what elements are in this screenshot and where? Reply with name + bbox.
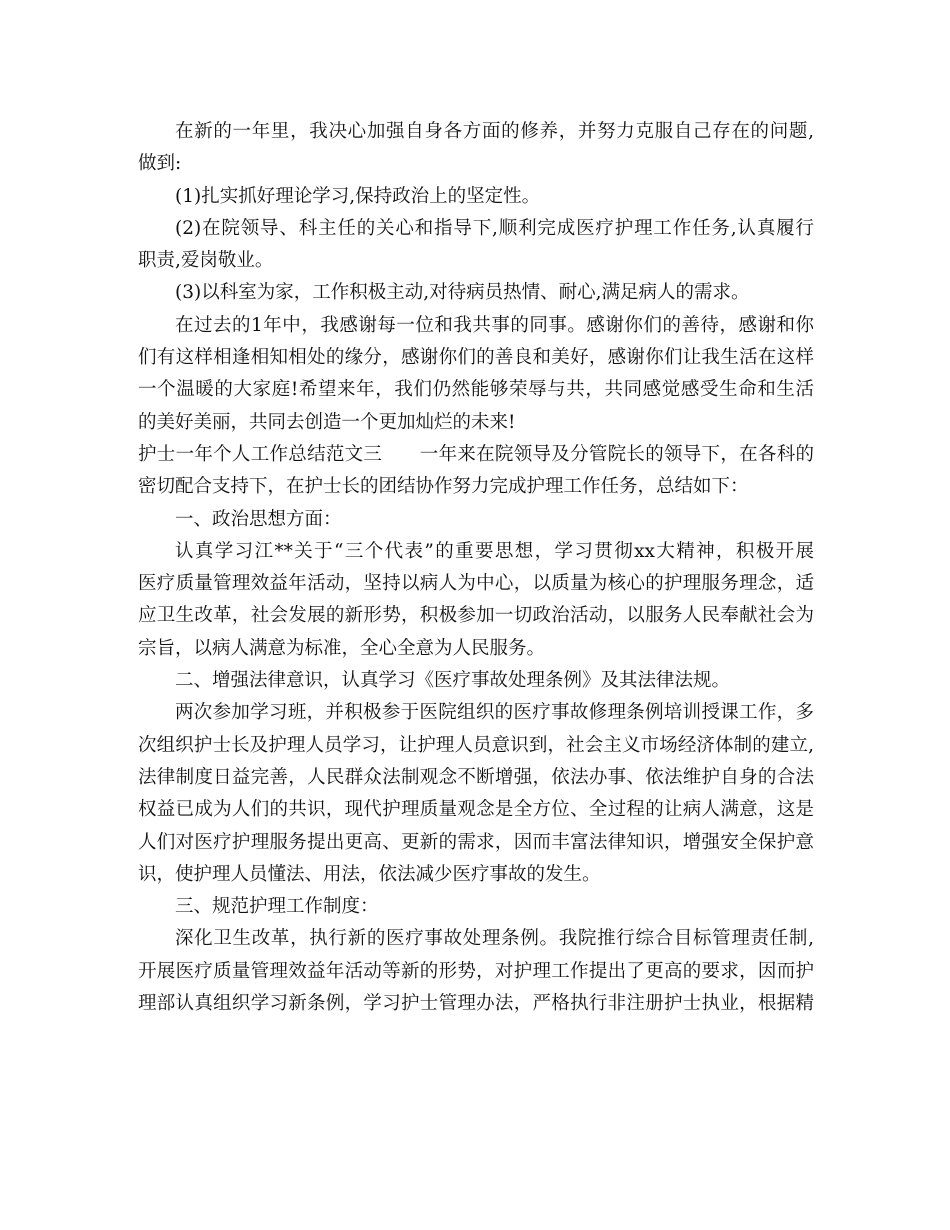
document-body [138, 116, 814, 1020]
text-line: 在新的一年里，我决心加强自身各方面的修养，并努力克服自己存在的问题, [175, 121, 814, 142]
text-line: 密切配合支持下，在护士长的团结协作努力完成护理工作任务，总结如下： [138, 476, 749, 498]
text-line: 认真学习江**关于“三个代表”的重要思想，学习贯彻xx大精神，积极开展 [175, 540, 814, 562]
text-line: 法律制度日益完善，人民群众法制观念不断增强，依法办事、依法维护自身的合法 [138, 766, 814, 788]
text-line: 二、增强法律意识，认真学习《医疗事故处理条例》及其法律法规。 [175, 670, 731, 692]
text-line: 做到: [138, 153, 182, 175]
text-line: (1)扎实抓好理论学习,保持政治上的坚定性。 [175, 185, 541, 207]
text-line: 一个温暖的大家庭!希望来年，我们仍然能够荣辱与共，共同感觉感受生命和生活 [138, 379, 814, 401]
text-line: (2)在院领导、科主任的关心和指导下,顺利完成医疗护理工作任务,认真履行 [175, 217, 814, 239]
text-line: 次组织护士长及护理人员学习，让护理人员意识到，社会主义市场经济体制的建立, [138, 734, 814, 756]
text-line: 理部认真组织学习新条例，学习护士管理办法，严格执行非注册护士执业，根据精 [138, 993, 814, 1015]
text-line: 的美好美丽，共同去创造一个更加灿烂的未来! [138, 411, 516, 433]
text-line: 识，使护理人员懂法、用法，依法减少医疗事故的发生。 [138, 863, 601, 885]
text-line: 们有这样相逢相知相处的缘分，感谢你们的善良和美好，感谢你们让我生活在这样 [138, 347, 814, 369]
text-line: 职责,爱岗敬业。 [138, 250, 274, 272]
text-line: 宗旨，以病人满意为标准，全心全意为人民服务。 [138, 637, 546, 659]
text-line: 人们对医疗护理服务提出更高、更新的需求，因而丰富法律知识，增强安全保护意 [138, 831, 814, 853]
text-line: 三、规范护理工作制度： [175, 896, 379, 918]
text-line: 一、政治思想方面： [175, 508, 342, 530]
text-line: 深化卫生改革，执行新的医疗事故处理条例。我院推行综合目标管理责任制, [175, 928, 814, 950]
text-line: 两次参加学习班，并积极参于医院组织的医疗事故修理条例培训授课工作，多 [175, 702, 814, 724]
text-line: 护士一年个人工作总结范文三 一年来在院领导及分管院长的领导下，在各科的 [138, 443, 814, 465]
text-line: 应卫生改革，社会发展的新形势，积极参加一切政治活动，以服务人民奉献社会为 [138, 605, 814, 627]
text-line: 在过去的1年中，我感谢每一位和我共事的同事。感谢你们的善待，感谢和你 [175, 314, 814, 336]
text-line: 医疗质量管理效益年活动，坚持以病人为中心，以质量为核心的护理服务理念，适 [138, 573, 814, 595]
text-line: 权益已成为人们的共识，现代护理质量观念是全方位、全过程的让病人满意，这是 [138, 799, 814, 821]
text-line: (3)以科室为家，工作积极主动,对待病员热情、耐心,满足病人的需求。 [175, 282, 750, 304]
text-line: 开展医疗质量管理效益年活动等新的形势，对护理工作提出了更高的要求，因而护 [138, 960, 814, 982]
